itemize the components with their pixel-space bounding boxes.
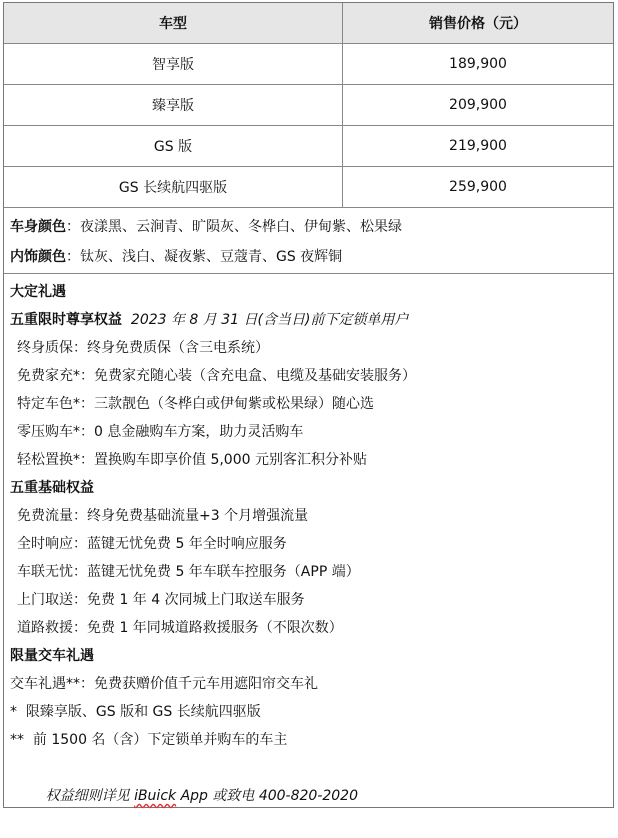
interior-value: ：钛灰、浅白、凝夜紫、豆蔻青、GS 夜辉铜 <box>66 249 343 265</box>
exterior-value: ：夜漾黑、云涧青、旷陨灰、冬桦白、伊甸紫、松果绿 <box>66 219 402 235</box>
table-row <box>4 126 613 167</box>
model-cell: 智享版 <box>4 44 343 84</box>
price-sheet <box>3 2 614 808</box>
list-item: 免费家充*：免费家充随心装（含充电盒、电缆及基础安装服务） <box>17 368 416 384</box>
exterior-label: 车身颜色 <box>10 219 66 235</box>
basic-title: 五重基础权益 <box>10 480 94 496</box>
price-cell: 189,900 <box>449 56 507 72</box>
footer-prefix: 权益细则详见 <box>45 788 135 804</box>
limited-heading <box>10 306 607 334</box>
delivery-item: 交车礼遇**：免费获赠价值千元车用遮阳帘交车礼 <box>10 676 318 692</box>
contact-footer <box>10 754 607 804</box>
delivery-title: 限量交车礼遇 <box>10 648 94 664</box>
list-item: 全时响应：蓝键无忧免费 5 年全时响应服务 <box>17 536 287 552</box>
list-item: 上门取送：免费 1 年 4 次同城上门取送车服务 <box>17 592 305 608</box>
price-cell: 259,900 <box>449 179 507 195</box>
list-item: 终身质保：终身免费质保（含三电系统） <box>17 340 269 356</box>
footnote-2: ** 前 1500 名（含）下定锁单并购车的车主 <box>10 732 288 748</box>
header-model: 车型 <box>4 3 343 43</box>
table-row <box>4 44 613 85</box>
list-item: 零压购车*：0 息金融购车方案，助力灵活购车 <box>17 424 304 440</box>
list-item: 特定车色*：三款靓色（冬桦白或伊甸紫或松果绿）随心选 <box>17 396 374 412</box>
footer-suffix: App 或致电 400-820-2020 <box>176 788 359 804</box>
perks-section <box>4 274 613 804</box>
table-row <box>4 167 613 208</box>
exterior-colors <box>10 212 607 242</box>
footer-brand: iBuick <box>134 788 177 804</box>
price-cell: 209,900 <box>449 97 507 113</box>
limited-note: 2023 年 8 月 31 日(含当日)前下定锁单用户 <box>130 312 409 328</box>
list-item: 道路救援：免费 1 年同城道路救援服务（不限次数） <box>17 620 343 636</box>
perks-title: 大定礼遇 <box>10 284 66 300</box>
list-item: 轻松置换*：置换购车即享价值 5,000 元别客汇积分补贴 <box>17 452 367 468</box>
table-row <box>4 85 613 126</box>
table-header-row <box>4 3 613 44</box>
model-cell: GS 版 <box>4 126 343 166</box>
price-table <box>4 3 613 804</box>
list-item: 免费流量：终身免费基础流量+3 个月增强流量 <box>17 508 309 524</box>
model-cell: GS 长续航四驱版 <box>4 167 343 207</box>
price-cell: 219,900 <box>449 138 507 154</box>
list-item: 车联无忧：蓝键无忧免费 5 年车联车控服务（APP 端） <box>17 564 360 580</box>
interior-label: 内饰颜色 <box>10 249 66 265</box>
header-price: 销售价格（元） <box>429 16 527 32</box>
color-options <box>4 208 613 274</box>
model-cell: 臻享版 <box>4 85 343 125</box>
footnote-1: * 限臻享版、GS 版和 GS 长续航四驱版 <box>10 704 261 720</box>
limited-title: 五重限时尊享权益 <box>10 312 122 328</box>
interior-colors <box>10 242 607 272</box>
